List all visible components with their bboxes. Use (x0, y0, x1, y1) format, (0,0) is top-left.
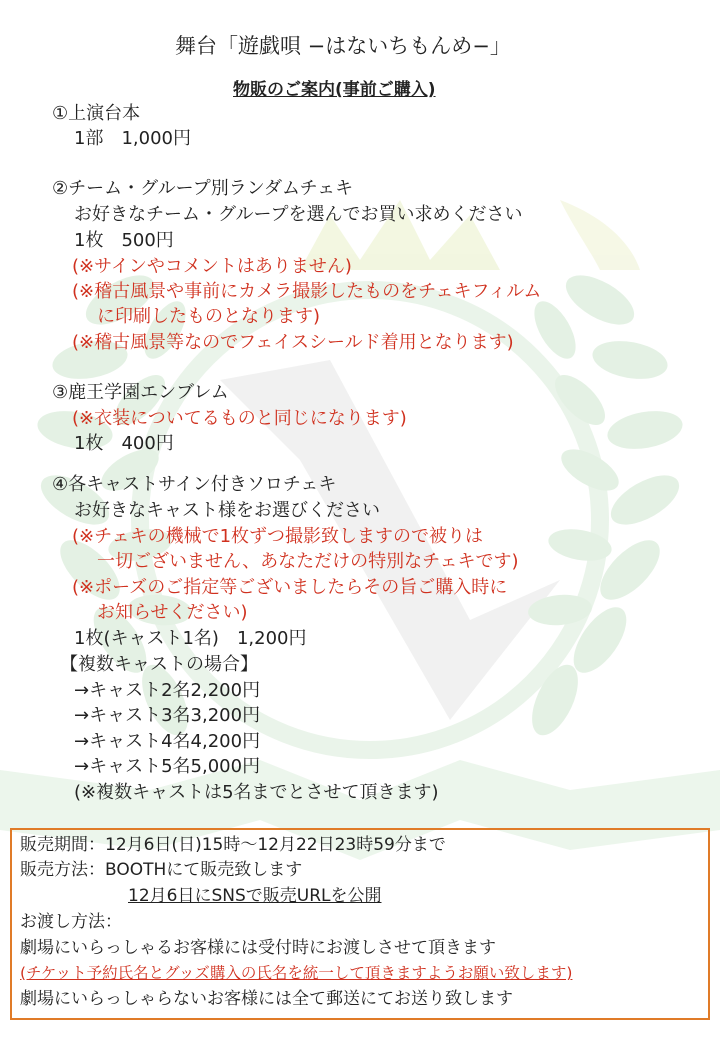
item-note: に印刷したものとなります) (97, 306, 321, 327)
item-line: お好きなキャスト様をお選びください (74, 500, 380, 521)
item-heading: ①上演台本 (52, 103, 141, 124)
item-heading: ④各キャストサイン付きソロチェキ (52, 474, 337, 495)
item-line: 1枚 400円 (74, 433, 174, 454)
delivery-mail: 劇場にいらっしゃらないお客様には全て郵送にてお送り致します (20, 989, 513, 1009)
multi-cast-price: →キャスト3名3,200円 (74, 705, 261, 726)
multi-cast-price: →キャスト2名2,200円 (74, 680, 261, 701)
item-line: 1枚 500円 (74, 230, 174, 251)
item-note: お知らせください) (97, 602, 248, 623)
item-line: 1部 1,000円 (74, 128, 191, 149)
delivery-note: (チケット予約氏名とグッズ購入の氏名を統一して頂きますようお願い致します) (20, 964, 573, 982)
sales-method: 販売方法：BOOTHにて販売致します (20, 860, 303, 880)
item-note: (※ポーズのご指定等ございましたらその旨ご購入時に (72, 577, 508, 598)
multi-cast-heading: 【複数キャストの場合】 (60, 654, 258, 675)
page-subtitle: 物販のご案内(事前ご購入) (233, 80, 436, 100)
multi-cast-price: →キャスト5名5,000円 (74, 756, 261, 777)
sns-announcement: 12月6日にSNSで販売URLを公開 (128, 886, 382, 906)
item-note: (※稽古風景や事前にカメラ撮影したものをチェキフィルム (72, 281, 542, 302)
multi-cast-note: (※複数キャストは5名までとさせて頂きます) (74, 782, 439, 803)
item-note: (※衣装についてるものと同じになります) (72, 408, 407, 429)
delivery-venue: 劇場にいらっしゃるお客様には受付時にお渡しさせて頂きます (20, 938, 496, 958)
item-line: 1枚(キャスト1名) 1,200円 (74, 628, 307, 649)
sales-period: 販売期間：12月6日(日)15時〜12月22日23時59分まで (20, 835, 446, 855)
item-note: (※稽古風景等なのでフェイスシールド着用となります) (72, 332, 514, 353)
multi-cast-price: →キャスト4名4,200円 (74, 731, 261, 752)
item-note: 一切ございません、あなただけの特別なチェキです) (97, 551, 519, 572)
item-heading: ②チーム・グループ別ランダムチェキ (52, 178, 354, 199)
item-heading: ③鹿王学園エンブレム (52, 382, 229, 403)
item-note: (※チェキの機械で1枚ずつ撮影致しますので被りは (72, 526, 484, 547)
item-line: お好きなチーム・グループを選んでお買い求めください (74, 204, 523, 225)
page-title: 舞台「遊戯唄 −はないちもんめ−」 (175, 34, 511, 58)
item-note: (※サインやコメントはありません) (72, 256, 352, 277)
delivery-heading: お渡し方法： (20, 912, 122, 932)
